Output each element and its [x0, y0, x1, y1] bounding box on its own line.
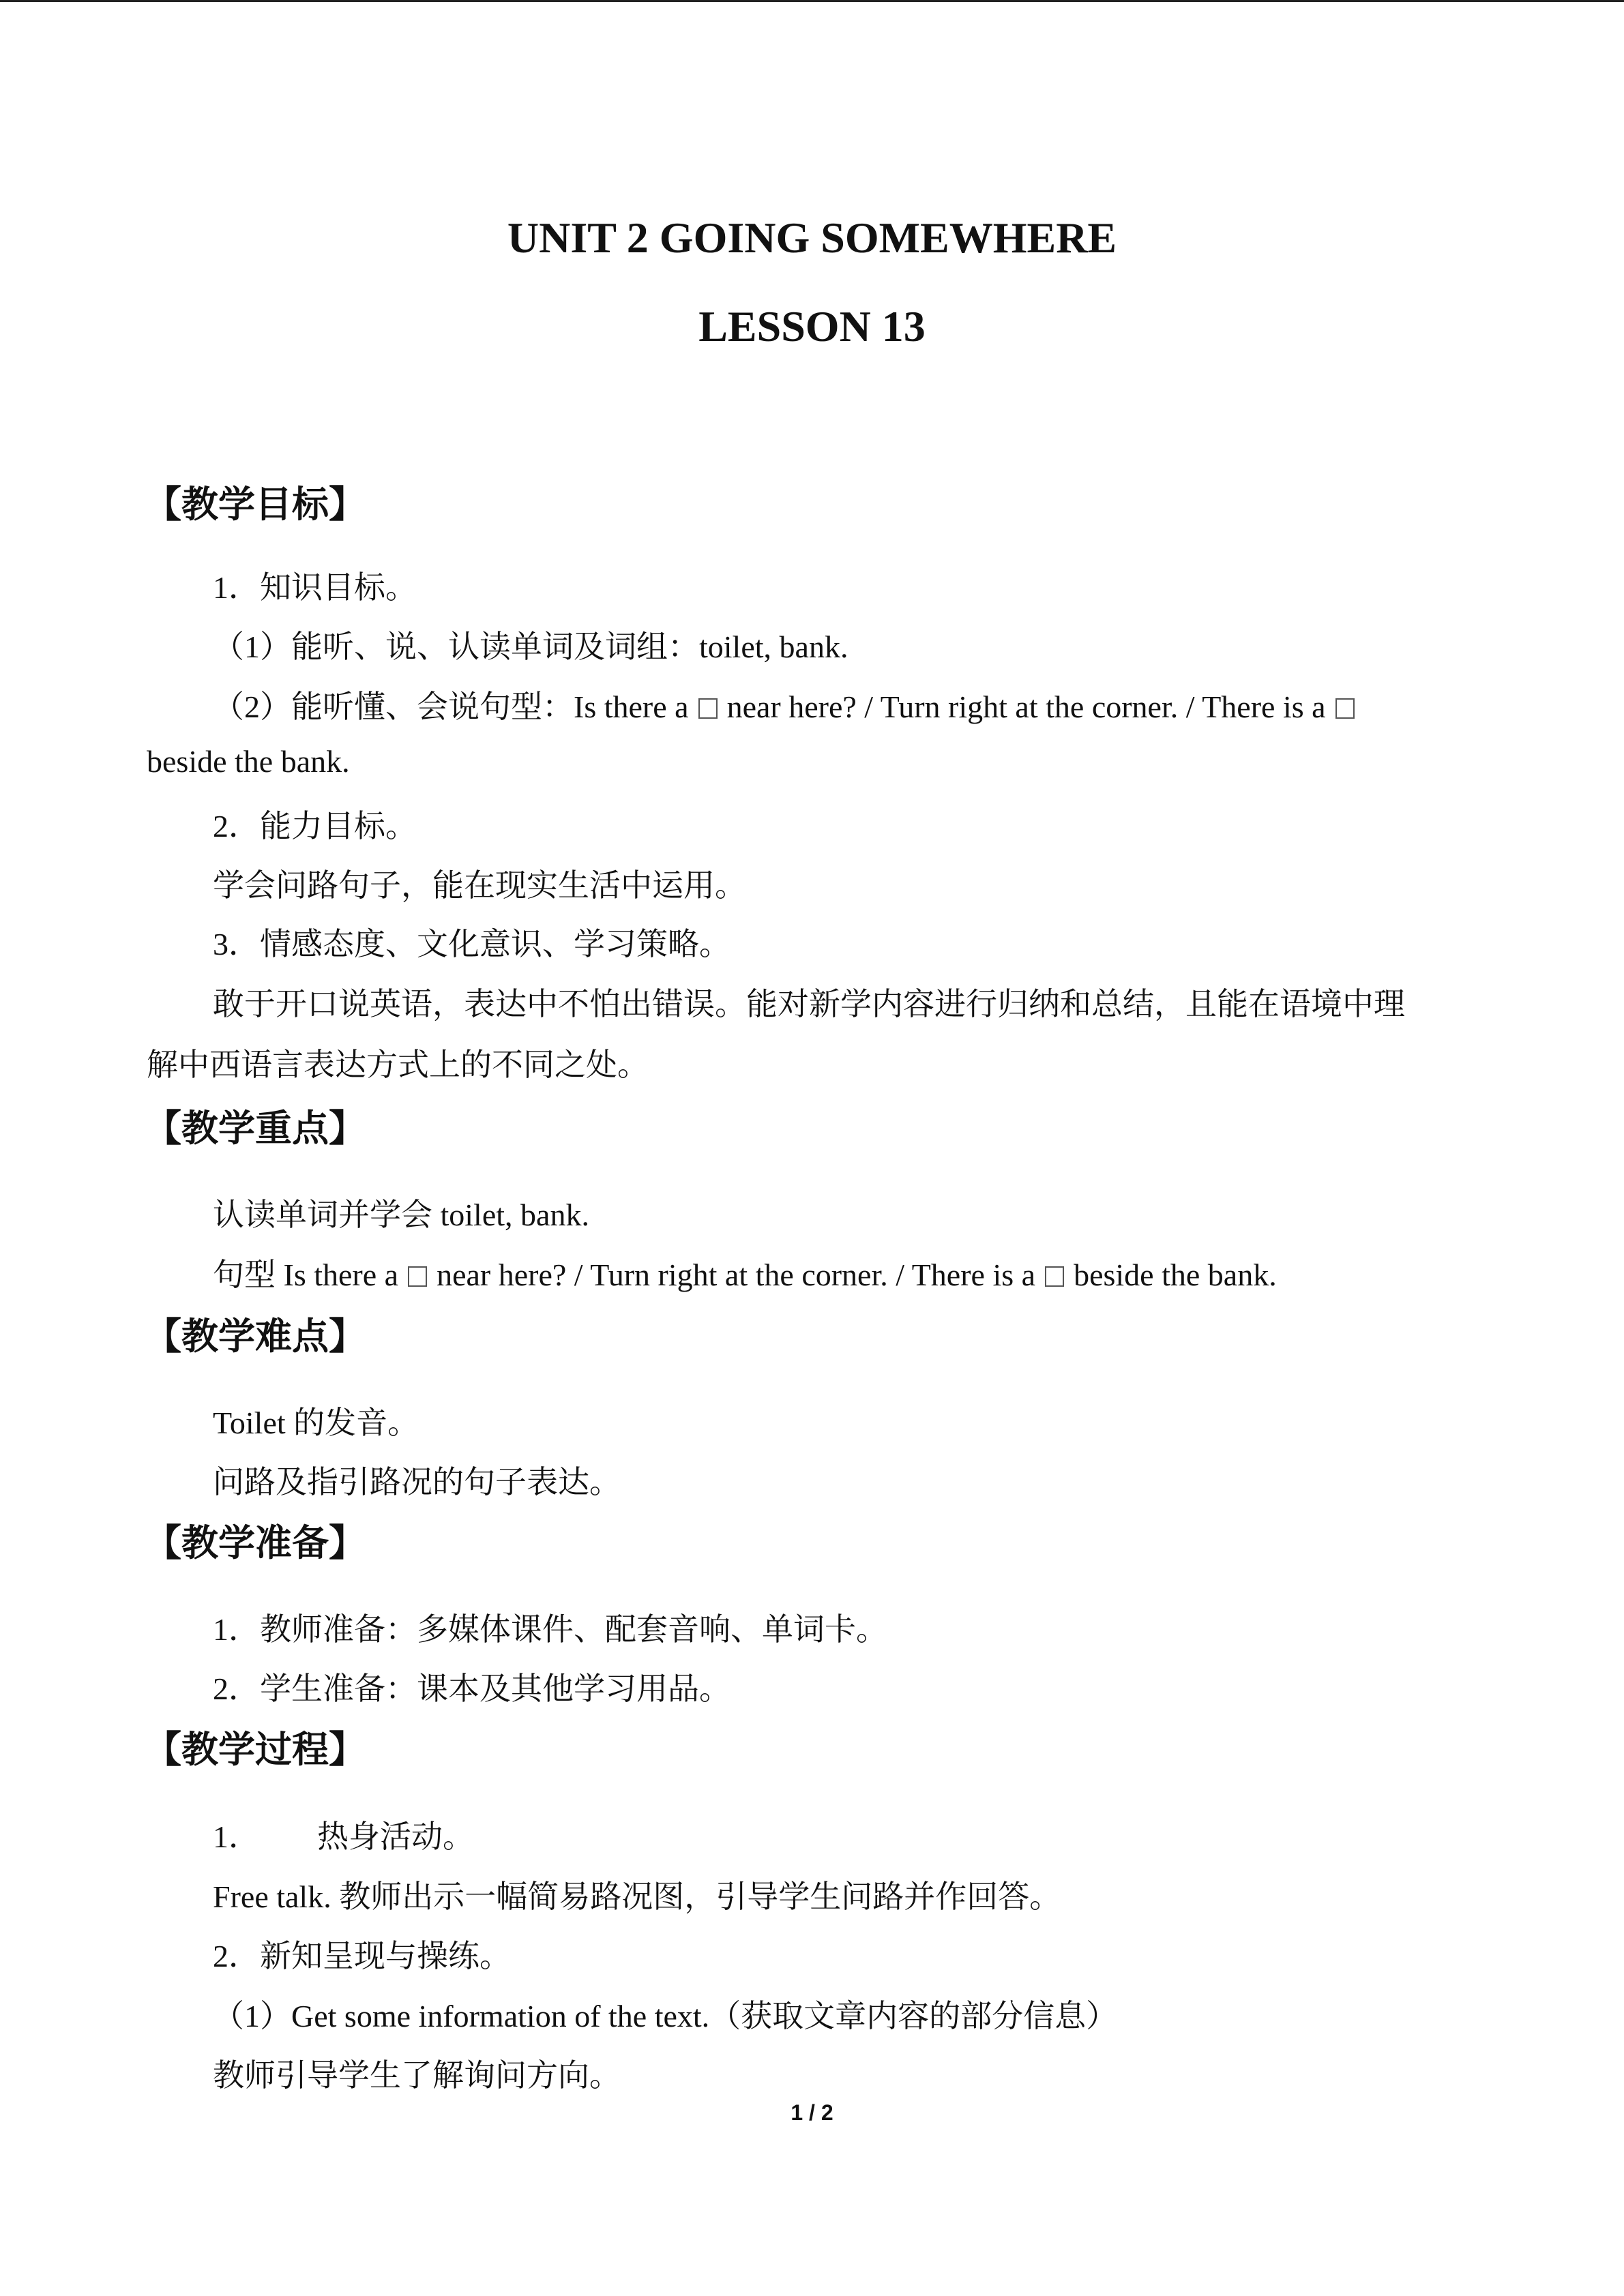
objectives-line-6: 3．情感态度、文化意识、学习策略。: [213, 927, 730, 961]
process-line-3: 2．新知呈现与操练。: [213, 1939, 511, 1973]
objectives-line-3-part-b: near here? / Turn right at the corner. / There is a: [726, 689, 1326, 724]
difficulties-line-2: 问路及指引路况的句子表达。: [213, 1465, 621, 1500]
process-line-1-number: 1．: [213, 1819, 260, 1854]
section-heading-difficulties: 【教学难点】: [145, 1315, 366, 1358]
key-points-line-2-part-c: beside the bank.: [1074, 1257, 1277, 1292]
objectives-line-3-part-a: （2）能听懂、会说句型：Is there a: [213, 689, 689, 724]
process-line-5: 教师引导学生了解询问方向。: [213, 2058, 621, 2093]
process-line-1-text: 热身活动。: [317, 1819, 474, 1854]
unit-title: UNIT 2 GOING SOMEWHERE: [507, 213, 1117, 262]
objectives-line-4: 2．能力目标。: [213, 809, 417, 844]
key-points-line-2-part-a: 句型 Is there a: [213, 1257, 399, 1292]
blank-box: [1045, 1266, 1064, 1287]
section-heading-key-points: 【教学重点】: [145, 1107, 366, 1150]
process-line-2: Free talk. 教师出示一幅简易路况图，引导学生问路并作回答。: [213, 1879, 1061, 1914]
page-number: 1 / 2: [791, 2100, 833, 2125]
key-points-line-1: 认读单词并学会 toilet, bank.: [213, 1197, 589, 1232]
section-heading-objectives: 【教学目标】: [145, 483, 366, 526]
objectives-line-5: 学会问路句子，能在现实生活中运用。: [213, 868, 746, 903]
key-points-line-2-part-b: near here? / Turn right at the corner. / There is a: [437, 1257, 1036, 1292]
key-points-line-2: [213, 1250, 1277, 1295]
section-heading-process: 【教学过程】: [145, 1728, 366, 1771]
preparation-line-1: 1．教师准备：多媒体课件、配套音响、单词卡。: [213, 1612, 887, 1647]
preparation-line-2: 2．学生准备：课本及其他学习用品。: [213, 1671, 730, 1706]
blank-box: [408, 1266, 427, 1287]
process-line-4: （1）Get some information of the text.（获取文章内容的部分信息）: [213, 1999, 1118, 2033]
objectives-line-7: 敢于开口说英语，表达中不怕出错误。能对新学内容进行归纳和总结，且能在语境中理: [213, 987, 1405, 1022]
objectives-line-2: （1）能听、说、认读单词及词组：toilet, bank.: [213, 629, 848, 664]
section-heading-preparation: 【教学准备】: [145, 1521, 366, 1564]
objectives-line-1: 1．知识目标。: [213, 570, 417, 605]
lesson-title: LESSON 13: [698, 302, 926, 351]
objectives-line-3: [213, 682, 1364, 727]
blank-box: [1335, 698, 1355, 719]
objectives-line-8: 解中西语言表达方式上的不同之处。: [147, 1047, 649, 1082]
objectives-line-3-continued: beside the bank.: [147, 744, 350, 779]
difficulties-line-1: Toilet 的发音。: [213, 1405, 419, 1440]
blank-box: [698, 698, 718, 719]
